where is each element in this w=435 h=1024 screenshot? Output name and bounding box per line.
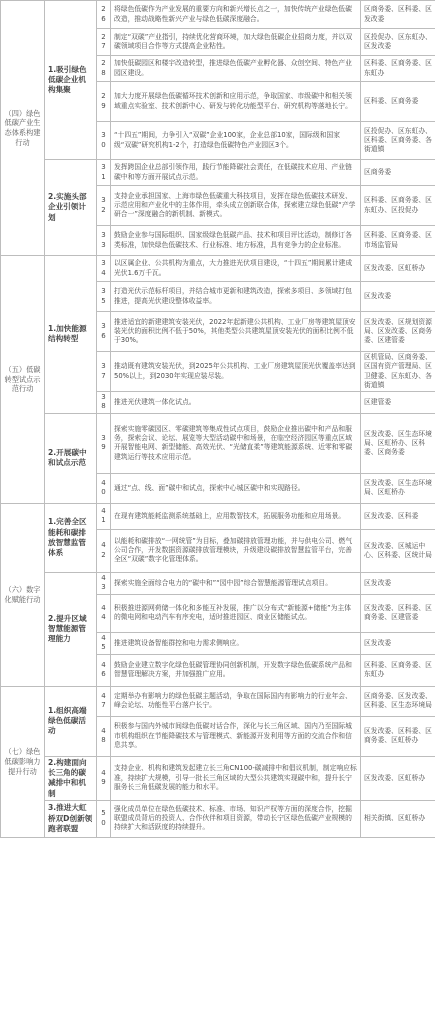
responsible-departments: 区发改委 (361, 282, 435, 312)
row-number: 45 (97, 632, 111, 654)
row-number: 31 (97, 160, 111, 186)
task-description: 推进光伏建筑一体化试点。 (111, 392, 361, 414)
table-row (1, 1, 435, 29)
responsible-departments: 区发改委 (361, 632, 435, 654)
task-description: 支持企业承担国家、上海市绿色低碳重大科技项目，发挥在绿色低碳技术研发、示范应用和产业化中的主体作用，牵头成立创新联合体，探索建立绿色低碳“产学研合一”深度融合的新机制、新模式。 (111, 186, 361, 226)
measure-cell: 3.推进大虹桥双D创新领跑者联盟 (45, 800, 97, 837)
row-number: 33 (97, 226, 111, 256)
task-description: 探索实施零碳园区、零碳建筑等集成性试点项目，鼓励企业推出碳中和产品和服务，探索会议、论坛、展览等大型活动碳中和场景，在临空经济园区等重点区域开展智能电网、新型储能、高效光伏、“光储直柔”等建筑能源系统、近零和零碳建筑运行等技术应用示范。 (111, 413, 361, 473)
responsible-departments: 区发改委、区生态环境局、区虹桥办、区科委、区商务委 (361, 413, 435, 473)
task-description: 加大力度开展绿色低碳循环技术创新和应用示范，争取国家、市级碳中和相关领域重点实验室、技术创新中心、研发与转化功能型平台、研究机构等落地长宁。 (111, 82, 361, 122)
responsible-departments: 区科委、区商务委、区市场监管局 (361, 226, 435, 256)
task-description: 打造光伏示范标杆项目，并结合城市更新和建筑改造，探索多项目、多领域打包推进，提高光伏建设整体收益率。 (111, 282, 361, 312)
responsible-departments: 区发改委、区城运中心、区科委、区统计局 (361, 529, 435, 572)
responsible-departments: 区商务委、区科委、区发改委 (361, 1, 435, 29)
category-cell: （六）数字化赋能行动 (1, 503, 45, 686)
row-number: 35 (97, 282, 111, 312)
task-description: 鼓励企业参与国际组织、国家级绿色低碳产品、技术和项目评比活动，制修订各类标准，加快绿色低碳技术、行业标准、地方标准，具有竞争力的企业标准。 (111, 226, 361, 256)
row-number: 32 (97, 186, 111, 226)
task-description: 积极参与国内外城市间绿色低碳对话合作，深化与长三角区域、国内乃至国际城市机构组织在节能降碳技术与管理模式、新能源开发利用等方面的交流合作和信息共享。 (111, 716, 361, 756)
row-number: 40 (97, 473, 111, 503)
task-description: 探索实施全面综合电力的“碳中和”“园中园”综合智慧能源管理试点项目。 (111, 572, 361, 594)
responsible-departments: 区科委、区商务委、区东虹办、区投促办 (361, 186, 435, 226)
task-description: 积极推进源网荷储一体化和多能互补发展，推广以分布式“新能源+储能”为主体的微电网和电动汽车有序充电，适时推进园区、商业区储能试点。 (111, 594, 361, 632)
task-description: 强化成员单位在绿色低碳技术、标准、市场、知识产权等方面的深度合作，挖掘联盟成员背后的投资人、合作伙伴和项目资源，带动长宁区绿色低碳产业规模的持续扩大和活跃度的持续提升。 (111, 800, 361, 837)
row-number: 46 (97, 654, 111, 686)
row-number: 37 (97, 352, 111, 392)
row-number: 49 (97, 756, 111, 800)
task-description: 支持企业、机构和建筑发起建立长三角CN100-碳减排中和倡议机制，制定响应标准，持续扩大规模，引导一批长三角区域的大型公共建筑实现碳中和，提升长宁服务长三角低碳发展的能力和水平。 (111, 756, 361, 800)
table-row (1, 413, 435, 473)
task-description: 将绿色低碳作为产业发展的重要方向和新兴增长点之一，加快传统产业绿色低碳改造，推动战略性新兴产业与绿色低碳深度融合。 (111, 1, 361, 29)
measure-cell: 2.开展碳中和试点示范 (45, 413, 97, 503)
responsible-departments: 区发改委、区科委、区商务委、区虹桥办 (361, 716, 435, 756)
measure-cell: 2.构建面向长三角的碳减排中和机制 (45, 756, 97, 800)
table-row (1, 756, 435, 800)
task-description: 制定“双碳”产业指引，持续优化营商环境，加大绿色低碳企业招商力度，并以双碳领域项目合作等方式提高企业粘性。 (111, 29, 361, 56)
responsible-departments: 区发改委、区虹桥办 (361, 256, 435, 282)
row-number: 26 (97, 1, 111, 29)
measure-cell: 1.吸引绿色低碳企业机构集聚 (45, 1, 97, 160)
measure-cell: 1.加快能源结构转型 (45, 256, 97, 414)
row-number: 38 (97, 392, 111, 414)
row-number: 34 (97, 256, 111, 282)
table-row (1, 572, 435, 594)
task-description: 定期举办有影响力的绿色低碳主题活动，争取在国际国内有影响力的行业年会、峰会论坛、功能性平台落户长宁。 (111, 686, 361, 716)
row-number: 47 (97, 686, 111, 716)
responsible-departments: 区发改委、区科委 (361, 503, 435, 529)
responsible-departments: 区发改委、区虹桥办 (361, 756, 435, 800)
responsible-departments: 区发改委、区规划资源局、区发改委、区商务委、区建管委 (361, 312, 435, 352)
responsible-departments: 区投促办、区东虹办、区科委、区商务委、各街道镇 (361, 122, 435, 160)
responsible-departments: 相关街镇、区虹桥办 (361, 800, 435, 837)
table-row (1, 503, 435, 529)
row-number: 29 (97, 82, 111, 122)
table-row (1, 256, 435, 282)
row-number: 50 (97, 800, 111, 837)
task-description: 推进建筑设备智能群控和电力需求侧响应。 (111, 632, 361, 654)
table-row (1, 160, 435, 186)
responsible-departments: 区商务委 (361, 160, 435, 186)
category-cell: （七）绿色低碳影响力提升行动 (1, 686, 45, 837)
row-number: 27 (97, 29, 111, 56)
task-description: 通过“点、线、面”碳中和试点，探索中心城区碳中和实现路径。 (111, 473, 361, 503)
row-number: 43 (97, 572, 111, 594)
task-description: 推进适宜的新建建筑安装光伏，2022年起新建公共机构、工业厂房等建筑屋顶安装光伏的面积比例不低于50%，其他类型公共建筑屋顶安装光伏的面积比例不低于30%。 (111, 312, 361, 352)
task-description: 在现有建筑能耗监测系统基础上，应用数智技术，拓展服务功能和应用场景。 (111, 503, 361, 529)
responsible-departments: 区发改委、区生态环境局、区虹桥办 (361, 473, 435, 503)
table-row (1, 686, 435, 716)
row-number: 36 (97, 312, 111, 352)
category-cell: （五）低碳转型试点示范行动 (1, 256, 45, 504)
task-description: 推动既有建筑安装光伏，到2025年公共机构、工业厂房建筑屋顶光伏覆盖率达到50%以上，到2030年实现应装尽装。 (111, 352, 361, 392)
responsible-departments: 区建管委 (361, 392, 435, 414)
responsible-departments: 区投促办、区东虹办、区发改委 (361, 29, 435, 56)
row-number: 39 (97, 413, 111, 473)
task-description: 发挥跨国企业总部引领作用，践行节能降碳社会责任，在低碳技术应用、产业链碳中和等方面开展试点示范。 (111, 160, 361, 186)
row-number: 41 (97, 503, 111, 529)
responsible-departments: 区科委、区商务委、区东虹办 (361, 56, 435, 82)
responsible-departments: 区科委、区商务委 (361, 82, 435, 122)
task-description: “十四五”期间，力争引入“双碳”企业100家，企业总部10家，国际级和国家级“双碳”研究机构1-2个，打造绿色低碳特色产业园区3个。 (111, 122, 361, 160)
task-description: 加快低碳园区和楼宇改造转型，推进绿色低碳产业孵化器、众创空间、特色产业园区建设。 (111, 56, 361, 82)
measure-cell: 1.组织高端绿色低碳活动 (45, 686, 97, 756)
row-number: 42 (97, 529, 111, 572)
task-description: 以能耗和碳排放“一网统管”为目标，叠加碳排放管理功能，并与供电公司、燃气公司合作，开发数据资源碳排放管理模块，升级建设碳排放智慧监管平台，完善全区“双碳”数字化管理体系。 (111, 529, 361, 572)
responsible-departments: 区发改委、区科委、区商务委、区建管委 (361, 594, 435, 632)
category-cell: （四）绿色低碳产业生态体系构建行动 (1, 1, 45, 256)
table-row (1, 800, 435, 837)
row-number: 30 (97, 122, 111, 160)
task-description: 以区属企业、公共机构为重点，大力推进光伏项目建设，“十四五”期间累计建成光伏1.6万千瓦。 (111, 256, 361, 282)
responsible-departments: 区商务委、区发改委、区科委、区生态环境局 (361, 686, 435, 716)
responsible-departments: 区科委、区商务委、区东虹办 (361, 654, 435, 686)
measure-cell: 2.实施头部企业引领计划 (45, 160, 97, 256)
row-number: 44 (97, 594, 111, 632)
responsible-departments: 区发改委 (361, 572, 435, 594)
measure-cell: 1.完善全区能耗和碳排放智慧监管体系 (45, 503, 97, 572)
row-number: 48 (97, 716, 111, 756)
measure-cell: 2.提升区域智慧能源管理能力 (45, 572, 97, 686)
task-description: 鼓励企业建立数字化绿色低碳管理协同创新机制，开发数字绿色低碳系统产品和智慧管理解决方案，并加强推广应用。 (111, 654, 361, 686)
responsible-departments: 区机管局、区商务委、区国有资产管理局、区卫健委、区东虹办、各街道镇 (361, 352, 435, 392)
row-number: 28 (97, 56, 111, 82)
